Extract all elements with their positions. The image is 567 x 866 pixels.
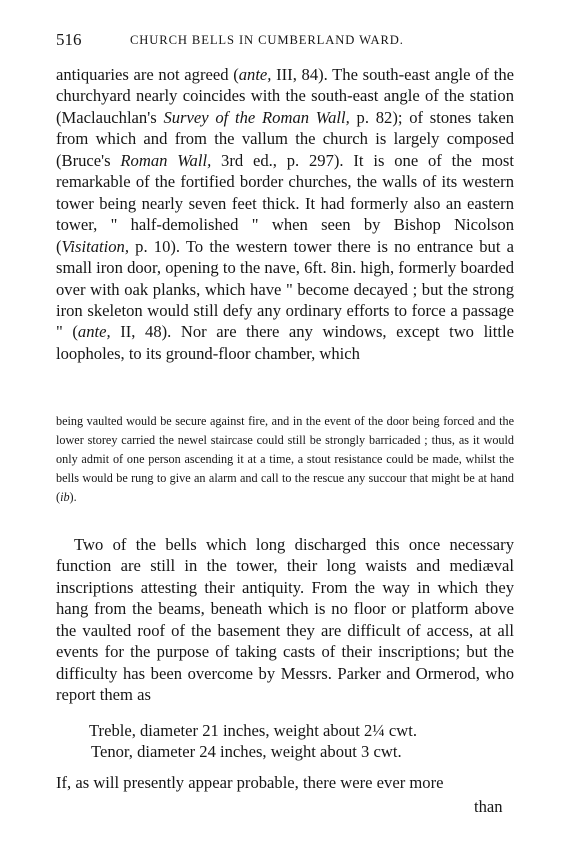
- text-run: p. 82); of stones taken from which and from the vallum the church is largely composed (Bruce's: [56, 107, 514, 170]
- catchword: than: [474, 797, 503, 816]
- text-run: being vaulted would be secure against fire, and in the event of the door being forced and the lower storey carried the newel staircase could still be strongly barricaded ; thus, as it would only admit of one person ascending it at a time, a stout resistance could be made, whilst the bells would be rung to give an alarm and call to the rescue any succour that might be at hand (: [56, 414, 514, 504]
- text-run: II, 48). Nor are there any windows, except two little loopholes, to its ground-floor chamber, which: [56, 322, 514, 363]
- paragraph-3: Two of the bells which long discharged this once necessary function are still in the tower, their long waists and mediæval inscriptions attesting their antiquity. From the way in which they hang from the beams, beneath which is no floor or platform above the vaulted roof of the basement they are difficult of access, at all events for the purpose of taking casts of their inscriptions; but the difficulty has been overcome by Messrs. Parker and Ormerod, who report them as: [56, 535, 514, 705]
- italic-run: ib: [60, 489, 70, 504]
- text-run: III, 84). The south-east angle of the churchyard nearly coincides with the south-east angle of the station (Maclauchlan's: [56, 65, 514, 127]
- page-header: [56, 30, 516, 54]
- paragraph-1: [56, 64, 514, 364]
- italic-run: Roman Wall,: [120, 150, 212, 170]
- text-run: antiquaries are not agreed (: [56, 65, 239, 84]
- running-head: CHURCH BELLS IN CUMBERLAND WARD.: [130, 33, 404, 47]
- italic-run: ante,: [77, 322, 111, 342]
- paragraph-2-small-print: [56, 412, 514, 507]
- bell-list: [89, 720, 417, 762]
- page-number: 516: [56, 30, 82, 49]
- bell-tenor: Tenor, diameter 24 inches, weight about 3 cwt.: [91, 742, 402, 761]
- text-run: 3rd ed., p. 297). It is one of the most remarkable of the fortified border churches, the walls of its western tower being nearly seven feet thick. It had formerly also an eastern tower, " half-demolished " when seen by Bishop Nicolson (: [56, 150, 515, 256]
- italic-run: Visitation,: [61, 236, 129, 256]
- paragraph-4: If, as will presently appear probable, there were ever more: [56, 773, 444, 792]
- text-run: ).: [69, 489, 77, 504]
- italic-run: Survey of the Roman Wall,: [163, 107, 350, 127]
- italic-run: ante,: [238, 65, 272, 84]
- bell-treble: Treble, diameter 21 inches, weight about 2¼ cwt.: [89, 721, 417, 740]
- text-run: p. 10). To the western tower there is no entrance but a small iron door, opening to the nave, 6ft. 8in. high, formerly boarded over with oak planks, which have " become decayed ; but the strong iron skeleton would still defy any ordinary efforts to force a passage " (: [56, 236, 514, 342]
